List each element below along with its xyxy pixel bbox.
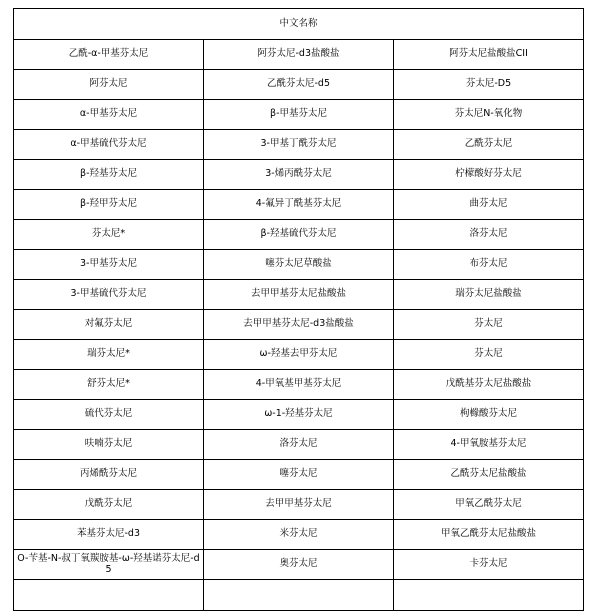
table-cell: 芬太尼-D5 (394, 70, 584, 100)
table-cell: 乙酰芬太尼盐酸盐 (394, 460, 584, 490)
table-cell: 洛芬太尼 (204, 430, 394, 460)
table-cell: 3-甲基硫代芬太尼 (14, 280, 204, 310)
table-cell: 米芬太尼 (204, 520, 394, 550)
document-page (0, 8, 600, 575)
table-cell (204, 580, 394, 611)
table-cell: 芬太尼* (14, 220, 204, 250)
table-cell: 芬太尼 (394, 340, 584, 370)
table-cell: 枸橼酸芬太尼 (394, 400, 584, 430)
table-cell (394, 580, 584, 611)
table-row (14, 280, 584, 310)
table-cell: β-羟基芬太尼 (14, 160, 204, 190)
table-cell: 3-甲基芬太尼 (14, 250, 204, 280)
table-row (14, 310, 584, 340)
table-row (14, 100, 584, 130)
table-cell: 3-烯丙酰芬太尼 (204, 160, 394, 190)
table-row (14, 250, 584, 280)
table-cell: 丙烯酰芬太尼 (14, 460, 204, 490)
table-cell: 曲芬太尼 (394, 190, 584, 220)
table-cell: 去甲甲基芬太尼盐酸盐 (204, 280, 394, 310)
table-cell: β-羟甲芬太尼 (14, 190, 204, 220)
table-header (14, 9, 584, 40)
table-cell: 硫代芬太尼 (14, 400, 204, 430)
table-cell: 去甲甲基芬太尼-d3盐酸盐 (204, 310, 394, 340)
table-cell: 甲氧乙酰芬太尼盐酸盐 (394, 520, 584, 550)
table-row (14, 460, 584, 490)
table-cell: 瑞芬太尼* (14, 340, 204, 370)
table-cell: 去甲甲基芬太尼 (204, 490, 394, 520)
table-cell: 乙酰芬太尼 (394, 130, 584, 160)
table-title-cell: 中文名称 (14, 9, 584, 40)
table-row (14, 40, 584, 70)
table-cell: 奥芬太尼 (204, 550, 394, 580)
table-cell: 阿芬太尼 (14, 70, 204, 100)
table-cell (14, 580, 204, 611)
table-cell: 布芬太尼 (394, 250, 584, 280)
table-row (14, 400, 584, 430)
table-row (14, 130, 584, 160)
table-cell: 戊酰基芬太尼盐酸盐 (394, 370, 584, 400)
table-cell: 苯基芬太尼-d3 (14, 520, 204, 550)
table-header-row (14, 9, 584, 40)
table-cell: 4-甲氧胺基芬太尼 (394, 430, 584, 460)
table-cell: 对氟芬太尼 (14, 310, 204, 340)
table-row (14, 580, 584, 611)
table-row (14, 190, 584, 220)
chemical-names-table (13, 8, 584, 611)
table-cell: 乙酰-α-甲基芬太尼 (14, 40, 204, 70)
table-cell: 呋喃芬太尼 (14, 430, 204, 460)
table-cell: 芬太尼 (394, 310, 584, 340)
table-cell: 柠檬酸好芬太尼 (394, 160, 584, 190)
table-cell: 噻芬太尼草酸盐 (204, 250, 394, 280)
table-cell: β-羟基硫代芬太尼 (204, 220, 394, 250)
table-cell: ω-羟基去甲芬太尼 (204, 340, 394, 370)
table-cell: α-甲基硫代芬太尼 (14, 130, 204, 160)
table-cell: 3-甲基丁酰芬太尼 (204, 130, 394, 160)
table-cell: 洛芬太尼 (394, 220, 584, 250)
table-cell: 乙酰芬太尼-d5 (204, 70, 394, 100)
table-cell: 4-氟异丁酰基芬太尼 (204, 190, 394, 220)
table-row (14, 340, 584, 370)
table-cell: 阿芬太尼-d3盐酸盐 (204, 40, 394, 70)
table-row (14, 370, 584, 400)
table-cell: 舒芬太尼* (14, 370, 204, 400)
table-cell: β-甲基芬太尼 (204, 100, 394, 130)
table-cell: 瑞芬太尼盐酸盐 (394, 280, 584, 310)
table-row (14, 430, 584, 460)
table-cell: ω-1-羟基芬太尼 (204, 400, 394, 430)
table-row (14, 490, 584, 520)
table-cell: 甲氧乙酰芬太尼 (394, 490, 584, 520)
table-row (14, 220, 584, 250)
table-cell: 卡芬太尼 (394, 550, 584, 580)
table-cell: 阿芬太尼盐酸盐CII (394, 40, 584, 70)
table-cell: O-苄基-N-叔丁氧羰胺基-ω-羟基诺芬太尼-d5 (14, 550, 204, 580)
table-body (14, 40, 584, 611)
table-cell: 4-甲氧基甲基芬太尼 (204, 370, 394, 400)
table-row (14, 160, 584, 190)
table-cell: 戊酰芬太尼 (14, 490, 204, 520)
table-row (14, 520, 584, 550)
table-cell: 噻芬太尼 (204, 460, 394, 490)
table-row (14, 550, 584, 580)
table-cell: α-甲基芬太尼 (14, 100, 204, 130)
table-row (14, 70, 584, 100)
table-cell: 芬太尼N-氧化物 (394, 100, 584, 130)
